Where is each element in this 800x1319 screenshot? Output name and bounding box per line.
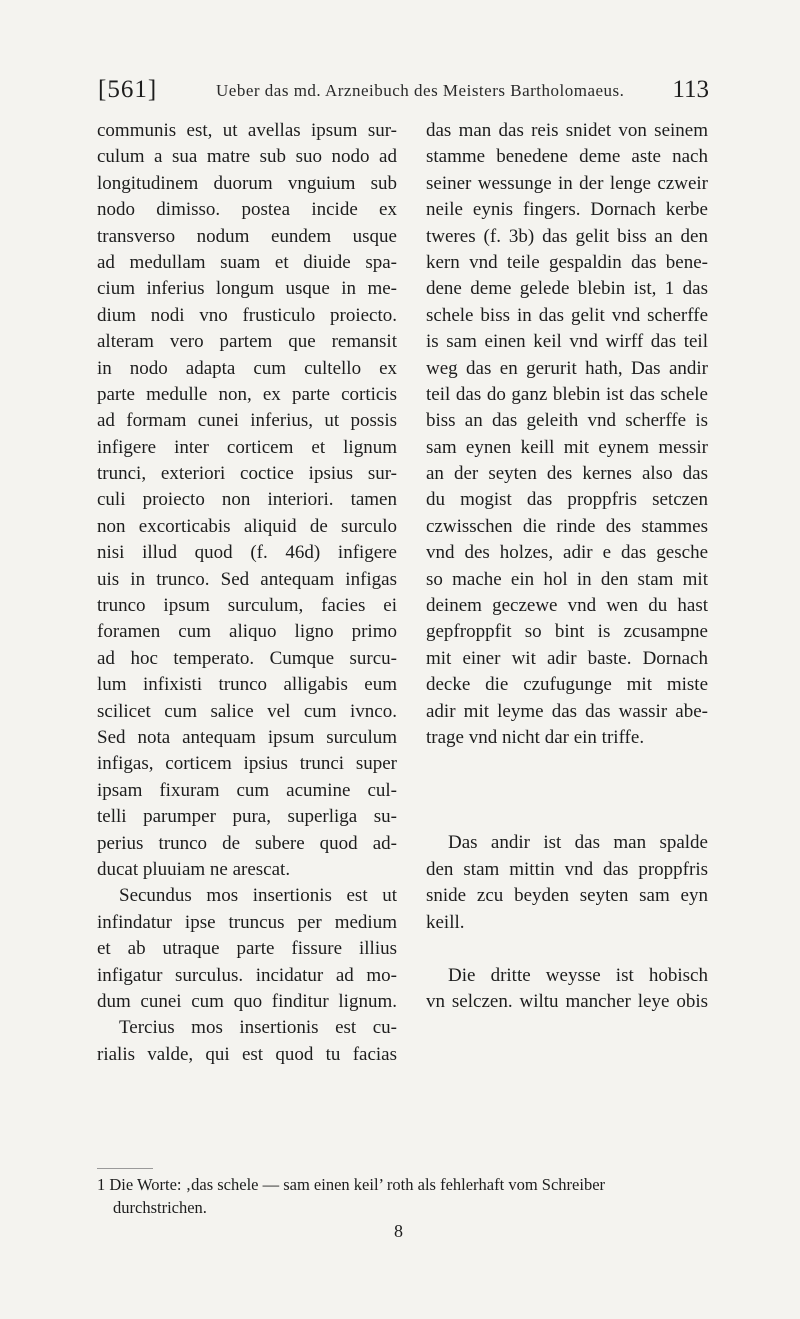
text-line: decke die czufugunge mit miste — [426, 674, 708, 696]
text-line: culum a sua matre sub suo nodo ad — [97, 146, 397, 168]
text-line: adir mit leyme das das wassir abe- — [426, 700, 708, 722]
german-column — [426, 118, 708, 1016]
text-line: Sed nota antequam ipsum surculum — [97, 726, 397, 748]
text-line: non excorticabis aliquid de surculo — [97, 515, 397, 537]
text-line: trunci, exteriori coctice ipsius sur- — [97, 463, 397, 485]
text-line: perius trunco de subere quod ad- — [97, 832, 397, 854]
footnote-divider — [97, 1168, 153, 1169]
text-line: so mache ein hol in den stam mit — [426, 568, 708, 590]
latin-column — [97, 118, 397, 1068]
text-line: sam eynen keill mit eynem messir — [426, 436, 708, 458]
text-line: vn selczen. wiltu mancher leye obis — [426, 991, 708, 1013]
text-line: longitudinem duorum vnguium sub — [97, 172, 397, 194]
text-line: teil das do ganz blebin ist das schele — [426, 383, 708, 405]
page-reference: [561] — [98, 76, 158, 103]
footnote — [97, 1173, 712, 1219]
footnote-line: durchstrichen. — [113, 1198, 207, 1217]
text-line: deinem geczewe vnd wen du hast — [426, 595, 708, 617]
text-line: vnd des holzes, adir e das gesche — [426, 542, 708, 564]
text-line: ducat pluuiam ne arescat. — [97, 858, 291, 880]
text-line: culi proiecto non interiori. tamen — [97, 489, 397, 511]
text-line: tweres (f. 3b) das gelit biss an den — [426, 225, 708, 247]
text-line: ipsam fixuram cum acumine cul- — [97, 779, 397, 801]
text-line: czwisschen die rinde des stammes — [426, 515, 708, 537]
text-line: et ab utraque parte fissure illius — [97, 938, 397, 960]
text-line: nisi illud quod (f. 46d) infigere — [97, 542, 397, 564]
text-line: ad formam cunei inferius, ut possis — [97, 410, 397, 432]
text-line: infigas, corticem ipsius trunci super — [97, 753, 397, 775]
signature-mark: 8 — [394, 1221, 403, 1241]
text-line: dum cunei cum quo finditur lignum. — [97, 990, 397, 1012]
text-line: biss an das geleith vnd scherffe is — [426, 410, 708, 432]
spacer — [426, 936, 708, 963]
text-line: an der seyten des kernes also das — [426, 463, 708, 485]
text-line: cium inferius longum usque in me- — [97, 278, 397, 300]
text-line: communis est, ut avellas ipsum sur- — [97, 120, 397, 141]
text-line: dium nodi vno frusticulo proiecto. — [97, 304, 397, 326]
text-line: lum infixisti trunco alligabis eum — [97, 674, 397, 696]
spacer — [426, 751, 708, 830]
text-line: den stam mittin vnd das proppfris — [426, 858, 708, 880]
running-title: Ueber das md. Arzneibuch des Meisters Bartholomaeus. — [216, 81, 625, 100]
text-line: snide zcu beyden seyten sam eyn — [426, 885, 708, 907]
text-line: is sam einen keil vnd wirff das teil — [426, 331, 708, 353]
text-line: in nodo adapta cum cultello ex — [97, 357, 397, 379]
text-line: Die dritte weysse ist hobisch — [448, 964, 708, 986]
text-line: Secundus mos insertionis est ut — [119, 885, 397, 907]
footnote-line: 1 Die Worte: ‚das schele — sam einen keil’ roth als fehlerhaft vom Schreiber — [97, 1175, 606, 1194]
text-line: seiner wessunge in der lenge czweir — [426, 172, 708, 194]
text-line: alteram vero partem que remansit — [97, 331, 397, 353]
text-line: du mogist das proppfris setczen — [426, 489, 708, 511]
text-line: stamme benedene deme aste nach — [426, 146, 708, 168]
text-line: mit einer wit adir baste. Dornach — [426, 647, 708, 669]
text-line: neile eynis fingers. Dornach kerbe — [426, 199, 708, 221]
text-line: das man das reis snidet von seinem — [426, 120, 708, 141]
text-line: kern vnd teile gespaldin das bene- — [426, 251, 708, 273]
text-line: foramen cum aliquo ligno primo — [97, 621, 397, 643]
text-line: gepfroppfit so bint is zcusampne — [426, 621, 708, 643]
page-number: 113 — [672, 76, 709, 103]
text-line: trage vnd nicht dar ein triffe. — [426, 726, 645, 748]
text-line: infigatur surculus. incidatur ad mo- — [97, 964, 397, 986]
text-line: parte medulle non, ex parte corticis — [97, 383, 397, 405]
text-line: uis in trunco. Sed antequam infigas — [97, 568, 397, 590]
text-line: ad hoc temperato. Cumque surcu- — [97, 647, 397, 669]
text-line: scilicet cum salice vel cum ivnco. — [97, 700, 397, 722]
text-line: nodo dimisso. postea incide ex — [97, 199, 397, 221]
text-line: ad medullam suam et diuide spa- — [97, 251, 397, 273]
text-line: Das andir ist das man spalde — [448, 832, 708, 854]
page-header — [98, 76, 709, 110]
text-line: transverso nodum eundem usque — [97, 225, 397, 247]
text-line: dene deme gelede blebin ist, 1 das — [426, 278, 708, 300]
text-line: rialis valde, qui est quod tu facias — [97, 1043, 397, 1065]
text-line: infigere inter corticem et lignum — [97, 436, 397, 458]
text-line: telli parumper pura, superliga su- — [97, 806, 397, 828]
text-line: Tercius mos insertionis est cu- — [119, 1017, 397, 1039]
text-line: trunco ipsum surculum, facies ei — [97, 595, 397, 617]
text-line: infindatur ipse truncus per medium — [97, 911, 397, 933]
text-line: keill. — [426, 911, 465, 933]
text-line: weg das en gerurit hath, Das andir — [426, 357, 708, 379]
text-line: schele biss in das gelit vnd scherffe — [426, 304, 708, 326]
